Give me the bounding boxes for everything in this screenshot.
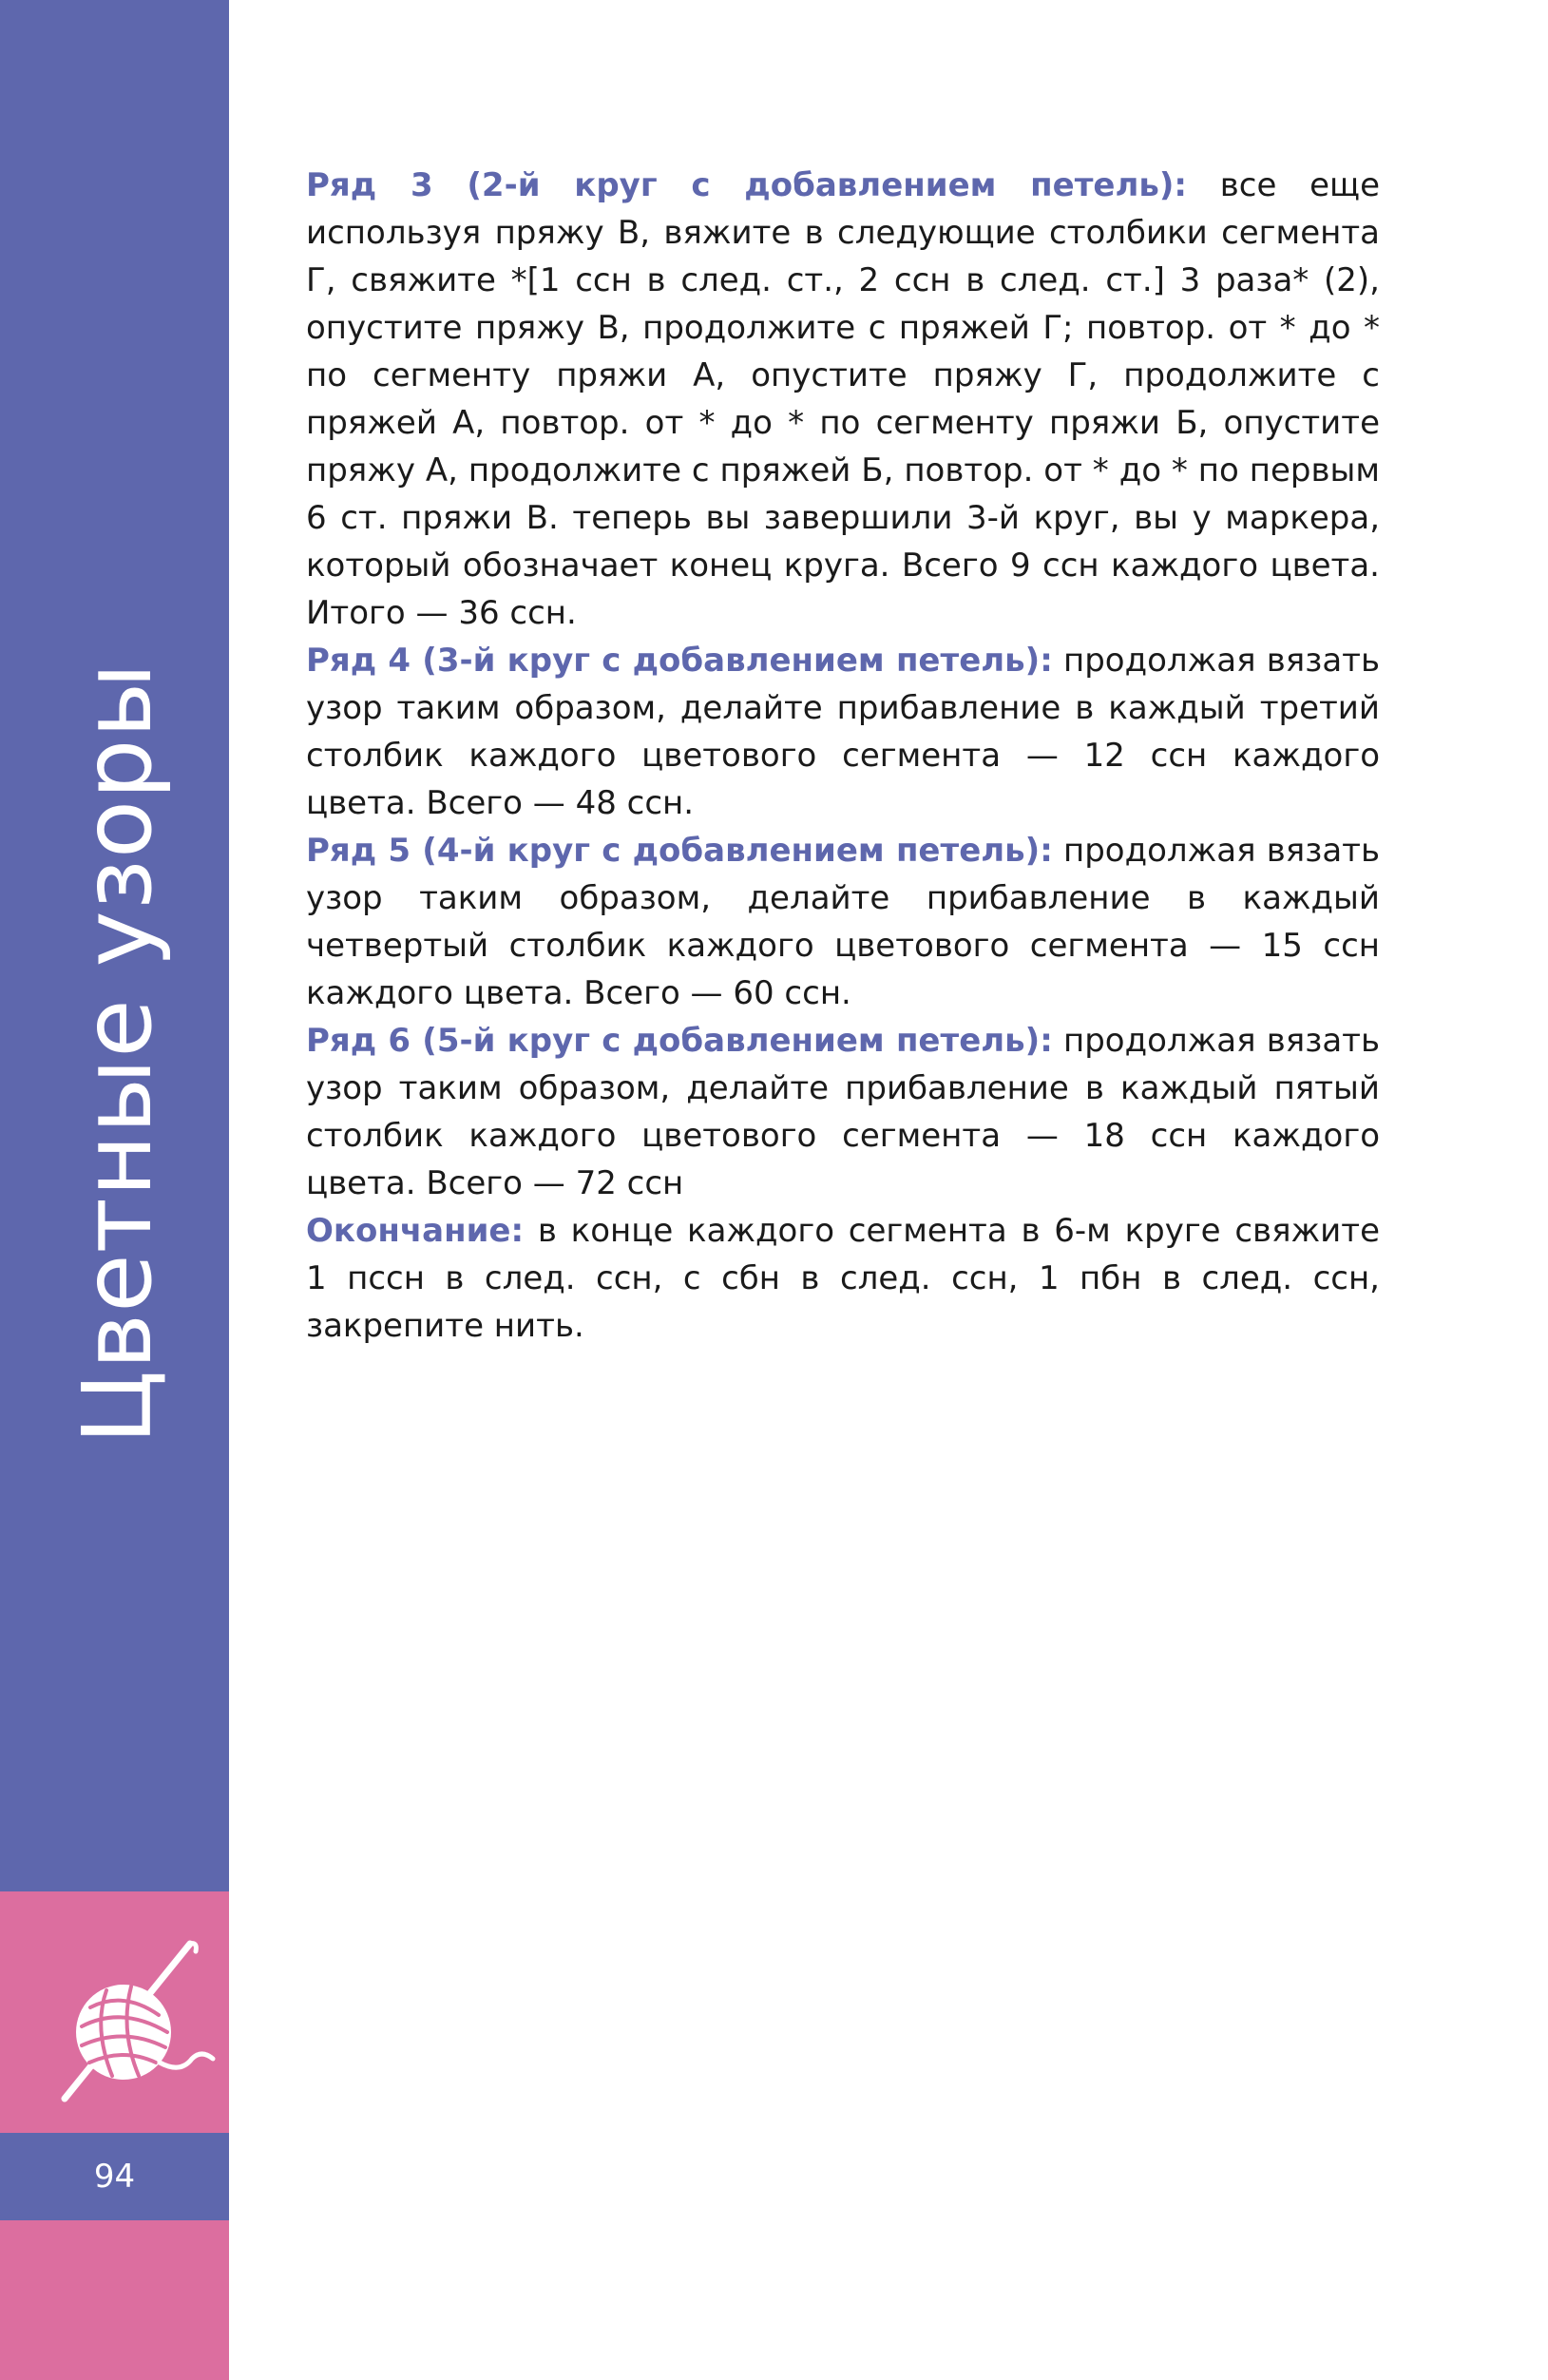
page-number: 94 (93, 2158, 136, 2196)
row-6-text: продолжая вязать узор таким образом, делайте прибавление в каждый пятый столбик каждого цветового сегмента — 18 ссн каждого цвета. Всего — 72 ссн (306, 1022, 1380, 1202)
sidebar (0, 0, 229, 2380)
finishing-text: в конце каждого сегмента в 6-м круге свяжите 1 пссн в след. ссн, с сбн в след. ссн, 1 пбн в след. ссн, закрепите нить. (306, 1212, 1380, 1345)
row-4-text: продолжая вязать узор таким образом, делайте прибавление в каждый третий столбик каждого цветового сегмента — 12 ссн каждого цвета. Всего — 48 ссн. (306, 642, 1380, 822)
instructions-text (306, 162, 1380, 1350)
finishing-label: Окончание: (306, 1212, 525, 1250)
row-6-label: Ряд 6 (5-й круг с добавлением петель): (306, 1022, 1053, 1060)
yarn-ball-crochet-hook-icon (48, 1939, 219, 2110)
section-title: Цветные узоры (62, 662, 173, 1445)
row-5-label: Ряд 5 (4-й круг с добавлением петель): (306, 832, 1053, 870)
row-3-text: все еще используя пряжу В, вяжите в следующие столбики сегмента Г, свяжите *[1 ссн в след. ст., 2 ссн в след. ст.] 3 раза* (2), опустите пряжу В, продолжите с пряжей Г; повтор. от * до * по сегменту пряжи А, опустите пряжу Г, продолжите с пряжей А, повтор. от * до * по сегменту пряжи Б, опустите пряжу А, продолжите с пряжей Б, повтор. от * до * по первым 6 ст. пряжи В. теперь вы завершили 3-й круг, вы у маркера, который обозначает конец круга. Всего 9 ссн каждого цвета. Итого — 36 ссн. (306, 166, 1380, 632)
row-3-paragraph (306, 162, 1380, 637)
row-6-paragraph (306, 1017, 1380, 1207)
row-4-label: Ряд 4 (3-й круг с добавлением петель): (306, 642, 1053, 680)
row-4-paragraph (306, 637, 1380, 827)
row-5-paragraph (306, 827, 1380, 1017)
finishing-paragraph (306, 1207, 1380, 1350)
row-5-text: продолжая вязать узор таким образом, делайте прибавление в каждый четвертый столбик каждого цветового сегмента — 15 ссн каждого цвета. Всего — 60 ссн. (306, 832, 1380, 1012)
row-3-label: Ряд 3 (2-й круг с добавлением петель): (306, 166, 1188, 204)
sidebar-bottom-band (0, 2220, 229, 2380)
